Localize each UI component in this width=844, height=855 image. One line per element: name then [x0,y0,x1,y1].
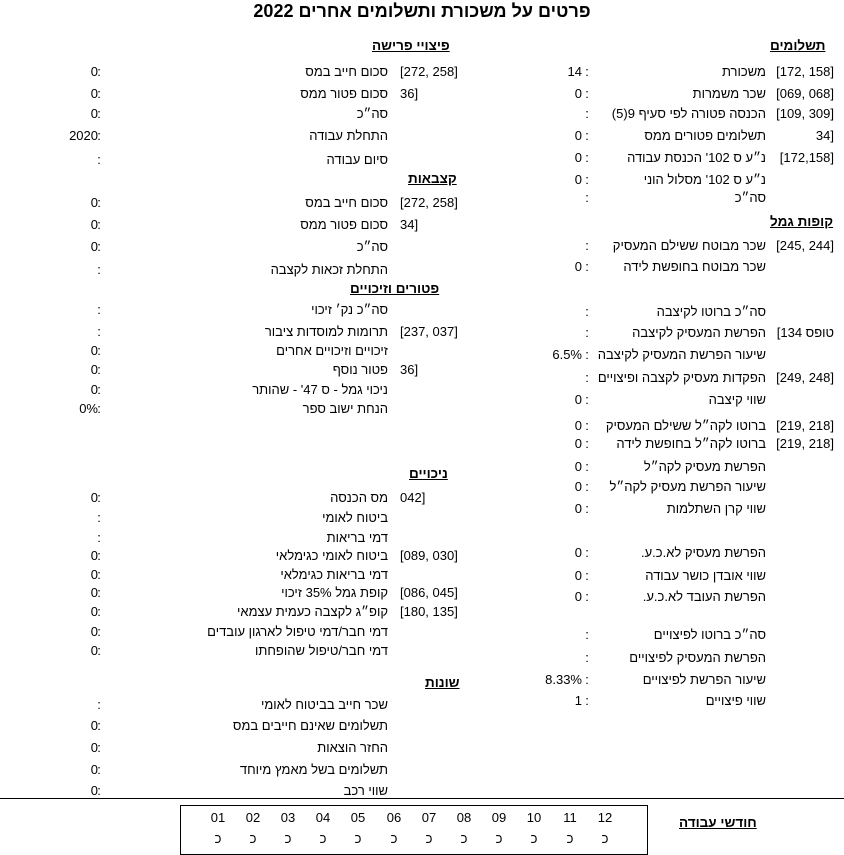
right-pension-row-17-colon: : [585,672,589,687]
right-pension-row-14-value: 0 [574,589,582,604]
left-misc-row-2-value: 0 [90,740,98,755]
left-misc-row-1-value: 0 [90,718,98,733]
right-pension-row-17-label: שיעור הפרשת לפיצויים [642,672,766,687]
left-exemptions-row-5-colon: : [97,401,101,416]
right-payments-row-5-colon: : [585,172,589,187]
right-pension-row-3-label: הפרשת המעסיק לקיצבה [632,325,766,340]
section-payments-title: תשלומים [770,38,826,53]
left-deductions-row-5-code: [086, 045] [400,585,458,600]
right-pension-row-13-value: 0 [574,568,582,583]
month-mark-06: כ [390,831,398,846]
left-severance-row-2-value: 0 [90,106,98,121]
left-exemptions-row-2-colon: : [97,343,101,358]
month-number-08: 08 [456,810,472,825]
month-mark-08: כ [460,831,468,846]
right-pension-row-4-label: שיעור הפרשת המעסיק לקיצבה [597,347,766,362]
month-number-03: 03 [280,810,296,825]
right-pension-row-13-label: שווי אובדן כושר עבודה [645,568,766,583]
month-mark-03: כ [284,831,292,846]
left-deductions-row-6-label: קופ״ג לקצבה כעמית עצמאי [237,604,388,619]
month-mark-09: כ [495,831,503,846]
right-pension-row-12-colon: : [585,545,589,560]
left-severance-row-4-colon: : [97,152,101,167]
left-deductions-row-4-value: 0 [90,567,98,582]
left-deductions-row-8-label: דמי חבר/טיפול שהופחתו [255,643,388,658]
month-mark-01: כ [214,831,222,846]
month-number-02: 02 [245,810,261,825]
right-pension-row-1-value: 0 [574,259,582,274]
left-annuities-row-1-colon: : [97,217,101,232]
left-severance-row-1-value: 0 [90,86,98,101]
left-annuities-row-2-value: 0 [90,239,98,254]
right-pension-row-3-colon: : [585,325,589,340]
month-number-04: 04 [315,810,331,825]
right-pension-row-7-value: 0 [574,418,582,433]
section-pension-title: קופות גמל [770,214,834,229]
month-number-06: 06 [386,810,402,825]
right-pension-row-9-value: 0 [574,459,582,474]
right-pension-row-0-colon: : [585,238,589,253]
month-mark-02: כ [249,831,257,846]
left-severance-row-0-colon: : [97,64,101,79]
right-pension-row-1-colon: : [585,259,589,274]
page-title: פרטים על משכורת ותשלומים אחרים 2022 [253,1,591,21]
right-pension-row-17-value: 8.33% [545,672,582,687]
left-misc-row-4-value: 0 [90,783,98,798]
right-pension-row-18-label: שווי פיצויים [705,693,766,708]
left-deductions-row-0-value: 0 [90,490,98,505]
right-pension-row-4-value: 6.5% [552,347,582,362]
right-payments-row-4-code: [172,158] [779,150,834,165]
right-pension-row-15-colon: : [585,627,589,642]
left-severance-row-0-label: סכום חייב במס [305,64,388,79]
right-payments-row-1-label: שכר משמרות [692,86,766,101]
left-deductions-row-0-label: מס הכנסה [330,490,388,505]
month-number-05: 05 [350,810,366,825]
right-pension-row-7-code: [219, 218] [776,418,834,433]
section-annuities-title: קצבאות [408,171,457,186]
right-payments-row-2-code: [109, 309] [776,106,834,121]
left-misc-row-3-value: 0 [90,762,98,777]
month-mark-07: כ [425,831,433,846]
left-severance-row-0-code: [272, 258] [400,64,458,79]
section-work-months-title: חודשי עבודה [679,815,757,830]
section-exemptions-title: פטורים וזיכויים [350,281,440,296]
right-payments-row-0-code: [172, 158] [776,64,834,79]
section-misc-title: שונות [425,675,460,690]
left-misc-row-1-label: תשלומים שאינם חייבים במס [232,718,388,733]
left-deductions-row-1-colon: : [97,510,101,525]
month-number-01: 01 [210,810,226,825]
left-severance-row-0-value: 0 [90,64,98,79]
right-pension-row-13-colon: : [585,568,589,583]
left-misc-row-3-colon: : [97,762,101,777]
left-exemptions-row-5-value: 0% [79,401,98,416]
right-payments-row-0-value: 14 [567,64,582,79]
left-annuities-row-0-label: סכום חייב במס [305,195,388,210]
right-pension-row-5-code: [249, 248] [776,370,834,385]
right-pension-row-10-value: 0 [574,479,582,494]
right-pension-row-15-label: סה״כ ברוטו לפיצויים [653,627,766,642]
right-payments-row-4-colon: : [585,150,589,165]
left-annuities-row-3-colon: : [97,262,101,277]
left-severance-row-1-colon: : [97,86,101,101]
left-exemptions-row-4-value: 0 [90,382,98,397]
left-misc-row-4-colon: : [97,783,101,798]
left-severance-row-2-colon: : [97,106,101,121]
left-severance-row-1-code: 36] [400,86,419,101]
left-exemptions-row-1-colon: : [97,324,101,339]
left-misc-row-4-label: שווי רכב [343,783,388,798]
right-payments-row-1-colon: : [585,86,589,101]
right-payments-row-3-code: 34] [815,128,834,143]
right-payments-row-5-label: נ״ע ס 102' מסלול הוני [643,172,766,187]
month-mark-04: כ [319,831,327,846]
left-exemptions-row-0-label: סה״כ נק׳ זיכוי [311,302,388,317]
left-severance-row-3-value: 2020 [69,128,98,143]
left-annuities-row-0-value: 0 [90,195,98,210]
left-annuities-row-3-label: התחלת זכאות לקצבה [270,262,388,277]
left-deductions-row-6-colon: : [97,604,101,619]
right-payments-row-2-colon: : [585,106,589,121]
right-payments-row-3-value: 0 [574,128,582,143]
left-deductions-row-5-colon: : [97,585,101,600]
left-deductions-row-4-colon: : [97,567,101,582]
left-deductions-row-3-label: ביטוח לאומי כגימלאי [275,548,388,563]
month-number-07: 07 [421,810,437,825]
right-pension-row-8-value: 0 [574,436,582,451]
left-exemptions-row-1-code: [237, 037] [400,324,458,339]
month-number-09: 09 [491,810,507,825]
right-pension-row-0-code: [245, 244] [776,238,834,253]
right-pension-row-14-colon: : [585,589,589,604]
left-annuities-row-2-colon: : [97,239,101,254]
left-deductions-row-0-colon: : [97,490,101,505]
right-payments-row-1-value: 0 [574,86,582,101]
left-exemptions-row-2-label: זיכויים וזיכויים אחרים [276,343,388,358]
left-misc-row-2-label: החזר הוצאות [317,740,388,755]
right-pension-row-8-code: [219, 218] [776,436,834,451]
section-deductions-title: ניכויים [409,466,448,481]
right-pension-row-8-colon: : [585,436,589,451]
right-pension-row-14-label: הפרשת העובד לא.כ.ע. [642,589,766,604]
month-number-11: 11 [563,810,577,825]
right-pension-row-0-label: שכר מבוטח ששילם המעסיק [612,238,766,253]
right-pension-row-4-colon: : [585,347,589,362]
left-exemptions-row-2-value: 0 [90,343,98,358]
right-pension-row-6-colon: : [585,392,589,407]
right-payments-row-6-label: סה״כ [734,190,766,205]
left-deductions-row-2-colon: : [97,530,101,545]
right-pension-row-9-label: הפרשת מעסיק לקה״ל [643,459,766,474]
month-mark-11: כ [566,831,574,846]
right-payments-row-4-value: 0 [574,150,582,165]
left-deductions-row-7-label: דמי חבר/דמי טיפול לארגון עובדים [207,624,388,639]
right-payments-row-0-colon: : [585,64,589,79]
left-misc-row-1-colon: : [97,718,101,733]
left-exemptions-row-1-label: תרומות למוסדות ציבור [264,324,388,339]
left-exemptions-row-4-colon: : [97,382,101,397]
right-payments-row-2-label: הכנסה פטורה לפי סעיף 9(5) [611,106,766,121]
right-pension-row-6-value: 0 [574,392,582,407]
left-annuities-row-0-colon: : [97,195,101,210]
left-exemptions-row-3-colon: : [97,362,101,377]
left-severance-row-3-label: התחלת עבודה [309,128,388,143]
left-deductions-row-2-label: דמי בריאות [326,530,388,545]
left-severance-row-1-label: סכום פטור ממס [300,86,388,101]
right-pension-row-11-label: שווי קרן השתלמות [666,501,766,516]
right-pension-row-2-label: סה״כ ברוטו לקיצבה [656,304,766,319]
left-annuities-row-2-label: סה״כ [356,239,388,254]
left-deductions-row-5-value: 0 [90,585,98,600]
left-misc-row-2-colon: : [97,740,101,755]
left-annuities-row-1-value: 0 [90,217,98,232]
left-deductions-row-3-code: [089, 030] [400,548,458,563]
right-pension-row-18-colon: : [585,693,589,708]
left-severance-row-4-label: סיום עבודה [326,152,388,167]
month-number-12: 12 [597,810,613,825]
right-payments-row-0-label: משכורת [721,64,766,79]
month-number-10: 10 [526,810,542,825]
left-severance-row-2-label: סה״כ [356,106,388,121]
left-annuities-row-0-code: [272, 258] [400,195,458,210]
left-deductions-row-3-value: 0 [90,548,98,563]
left-misc-row-0-label: שכר חייב בביטוח לאומי [260,697,388,712]
left-exemptions-row-3-code: 36] [400,362,419,377]
right-pension-row-10-colon: : [585,479,589,494]
left-annuities-row-1-code: 34] [400,217,419,232]
right-payments-row-1-code: [069, 068] [776,86,834,101]
right-payments-row-5-value: 0 [574,172,582,187]
left-deductions-row-8-value: 0 [90,643,98,658]
left-misc-row-0-colon: : [97,697,101,712]
left-annuities-row-1-label: סכום פטור ממס [300,217,388,232]
right-pension-row-11-value: 0 [574,501,582,516]
bottom-divider [0,798,844,799]
section-severance-title: פיצויי פרישה [372,38,450,53]
right-pension-row-8-label: ברוטו לקה״ל בחופשת לידה [616,436,766,451]
right-pension-row-9-colon: : [585,459,589,474]
right-pension-row-6-label: שווי קיצבה [708,392,766,407]
right-pension-row-12-value: 0 [574,545,582,560]
left-exemptions-row-4-label: ניכוי גמל - ס 47' - שהותר [252,382,388,397]
right-pension-row-10-label: שיעור הפרשת מעסיק לקה״ל [609,479,766,494]
right-pension-row-12-label: הפרשת מעסיק לא.כ.ע. [640,545,766,560]
left-deductions-row-6-value: 0 [90,604,98,619]
right-pension-row-3-code: [טופס 134 [776,325,834,340]
right-pension-row-7-label: ברוטו לקה״ל ששילם המעסיק [605,418,766,433]
right-payments-row-6-colon: : [585,190,589,205]
right-pension-row-7-colon: : [585,418,589,433]
left-severance-row-3-colon: : [97,128,101,143]
right-pension-row-5-colon: : [585,370,589,385]
left-misc-row-3-label: תשלומים בשל מאמץ מיוחד [239,762,388,777]
right-pension-row-11-colon: : [585,501,589,516]
right-payments-row-3-label: תשלומים פטורים ממס [644,128,766,143]
left-deductions-row-7-colon: : [97,624,101,639]
left-deductions-row-4-label: דמי בריאות כגימלאי [280,567,388,582]
right-pension-row-1-label: שכר מבוטח בחופשת לידה [623,259,766,274]
left-exemptions-row-5-label: הנחת ישוב ספר [302,401,388,416]
right-payments-row-3-colon: : [585,128,589,143]
right-pension-row-5-label: הפקדות מעסיק לקצבה ופיצויים [597,370,766,385]
left-deductions-row-7-value: 0 [90,624,98,639]
left-exemptions-row-3-value: 0 [90,362,98,377]
left-deductions-row-0-code: 042] [400,490,426,505]
right-payments-row-4-label: נ״ע ס 102' הכנסת עבודה [627,150,766,165]
right-pension-row-16-label: הפרשת המעסיק לפיצויים [629,650,766,665]
month-mark-10: כ [530,831,538,846]
month-mark-12: כ [601,831,609,846]
right-pension-row-16-colon: : [585,650,589,665]
left-exemptions-row-0-colon: : [97,302,101,317]
left-deductions-row-1-label: ביטוח לאומי [322,510,388,525]
left-exemptions-row-3-label: פטור נוסף [332,362,388,377]
left-deductions-row-6-code: [180, 135] [400,604,458,619]
right-pension-row-2-colon: : [585,304,589,319]
left-deductions-row-5-label: קופת גמל 35% זיכוי [281,585,388,600]
left-deductions-row-8-colon: : [97,643,101,658]
left-deductions-row-3-colon: : [97,548,101,563]
month-mark-05: כ [354,831,362,846]
right-pension-row-18-value: 1 [574,693,582,708]
